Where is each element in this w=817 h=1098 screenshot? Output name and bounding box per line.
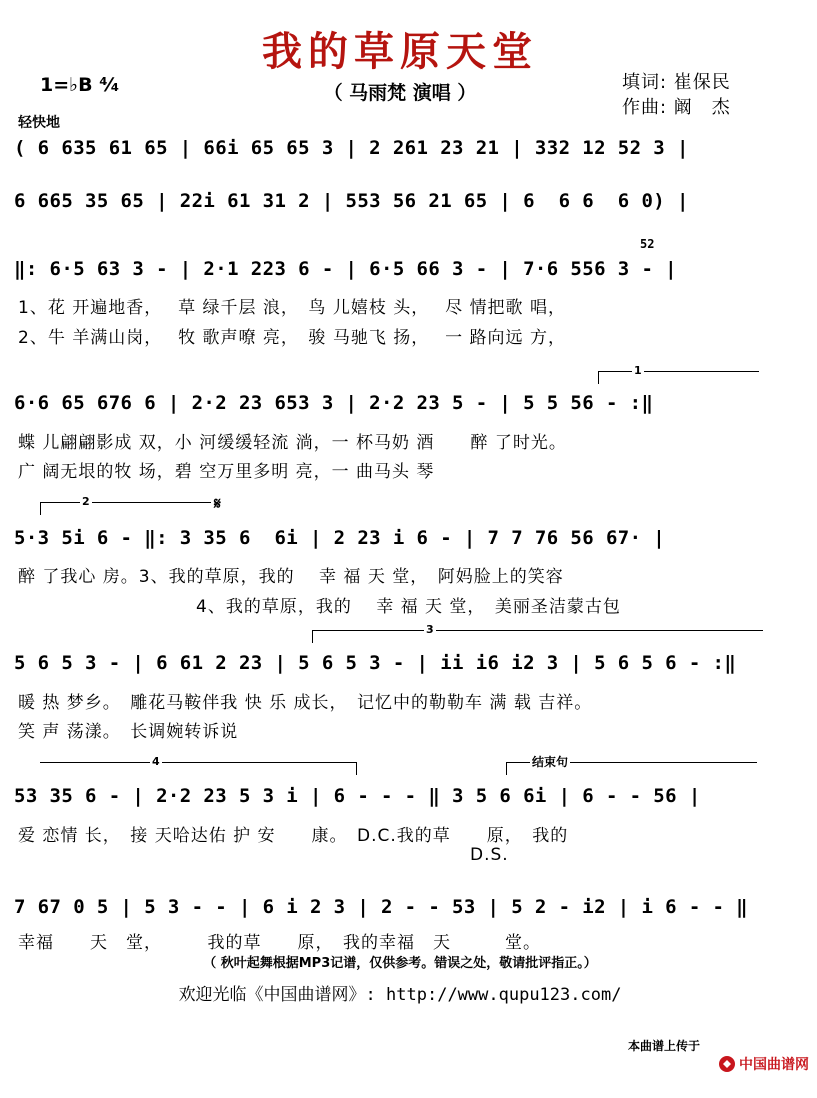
lyric-line-2: 2、牛 羊满山岗， 牧 歌声嘹 亮， 骏 马驰飞 扬， 一 路向远 方， — [18, 328, 566, 348]
composer-credit: 作曲: 阚 杰 — [622, 97, 731, 118]
score-row-2: 6 665 35 65 | 22i 61 31 2 | 553 56 21 65 | 6 6 6 6 0) | — [14, 190, 689, 212]
fourth-ending-bracket — [40, 762, 357, 775]
third-ending-bracket — [312, 630, 763, 643]
score-row-3: ‖: 6·5 63 3 - | 2·1 223 6 - | 6·5 66 3 - | 7·6 556 3 - | — [14, 258, 677, 280]
lyric-line-9: 爱 恋情 长， 接 天哈达佑 护 安 康。 D.C.我的草 原， 我的 — [18, 826, 569, 846]
transcription-note: （ 秋叶起舞根据MP3记谱，仅供参考。错误之处，敬请批评指正。） — [203, 956, 597, 971]
site-welcome-link[interactable]: 欢迎光临《中国曲谱网》: http://www.qupu123.com/ — [178, 985, 622, 1005]
key-signature: 1=♭B ⁴⁄₄ — [40, 74, 120, 96]
upload-label: 本曲谱上传于 — [628, 1039, 701, 1053]
segno-sign: 𝄋 — [214, 494, 221, 513]
score-row-7: 53 35 6 - | 2·2 23 5 3 i | 6 - - - ‖ 3 5 6 6i | 6 - - 56 | — [14, 785, 701, 807]
singer-line: （ 马雨梵 演唱 ） — [323, 82, 477, 104]
score-row-8: 7 67 0 5 | 5 3 - - | 6 i 2 3 | 2 - - 53 | 5 2 - i2 | i 6 - - ‖ — [14, 896, 749, 918]
fourth-ending-label: 4 — [152, 755, 160, 768]
score-row-5: 5·3 5i 6 - ‖: 3 35 6 6i | 2 23 i 6 - | 7 7 76 56 67· | — [14, 527, 666, 549]
score-row-4: 6·6 65 676 6 | 2·2 23 653 3 | 2·2 23 5 - | 5 5 56 - :‖ — [14, 392, 654, 414]
lyric-line-1: 1、花 开遍地香， 草 绿千层 浪， 鸟 儿嬉枝 头， 尽 情把歌 唱， — [18, 298, 566, 318]
song-title: 我的草原天堂 — [262, 28, 538, 75]
lyric-line-4: 广 阔无垠的牧 场，碧 空万里多明 亮，一 曲马头 琴 — [18, 462, 435, 482]
lyric-line-5: 醉 了我心 房。3、我的草原，我的 幸 福 天 堂， 阿妈脸上的笑容 — [18, 567, 564, 587]
score-row-6: 5 6 5 3 - | 6 61 2 23 | 5 6 5 3 - | ii i6 i2 3 | 5 6 5 6 - :‖ — [14, 652, 737, 674]
final-ending-label: 结束句 — [532, 755, 569, 769]
second-ending-bracket — [40, 502, 211, 515]
logo-icon — [717, 1053, 817, 1075]
logo-text: 中国曲谱网 — [739, 1057, 810, 1073]
lyricist-credit: 填词: 崔保民 — [622, 72, 731, 93]
first-ending-label: 1 — [634, 364, 642, 377]
lyric-line-10: D.S. — [470, 845, 509, 865]
tempo-marking: 轻快地 — [18, 115, 60, 131]
chord-marking: 52 — [640, 237, 655, 251]
lyric-line-11: 幸福 天 堂， 我的草 原， 我的幸福 天 堂。 — [18, 933, 541, 953]
first-ending-bracket — [598, 371, 759, 384]
lyric-line-7: 暖 热 梦乡。 雕花马鞍伴我 快 乐 成长， 记忆中的勒勒车 满 载 吉祥。 — [18, 693, 593, 713]
lyric-line-3: 蝶 儿翩翩影成 双，小 河缓缓轻流 淌，一 杯马奶 酒 醉 了时光。 — [18, 433, 567, 453]
score-row-1: ( 6 635 61 65 | 66i 65 65 3 | 2 261 23 21 | 332 12 52 3 | — [14, 137, 689, 159]
site-logo — [697, 1034, 817, 1098]
second-ending-label: 2 — [82, 495, 90, 508]
lyric-line-6: 4、我的草原，我的 幸 福 天 堂， 美丽圣洁蒙古包 — [196, 597, 621, 617]
lyric-line-8: 笑 声 荡漾。 长调婉转诉说 — [18, 722, 239, 742]
third-ending-label: 3 — [426, 623, 434, 636]
